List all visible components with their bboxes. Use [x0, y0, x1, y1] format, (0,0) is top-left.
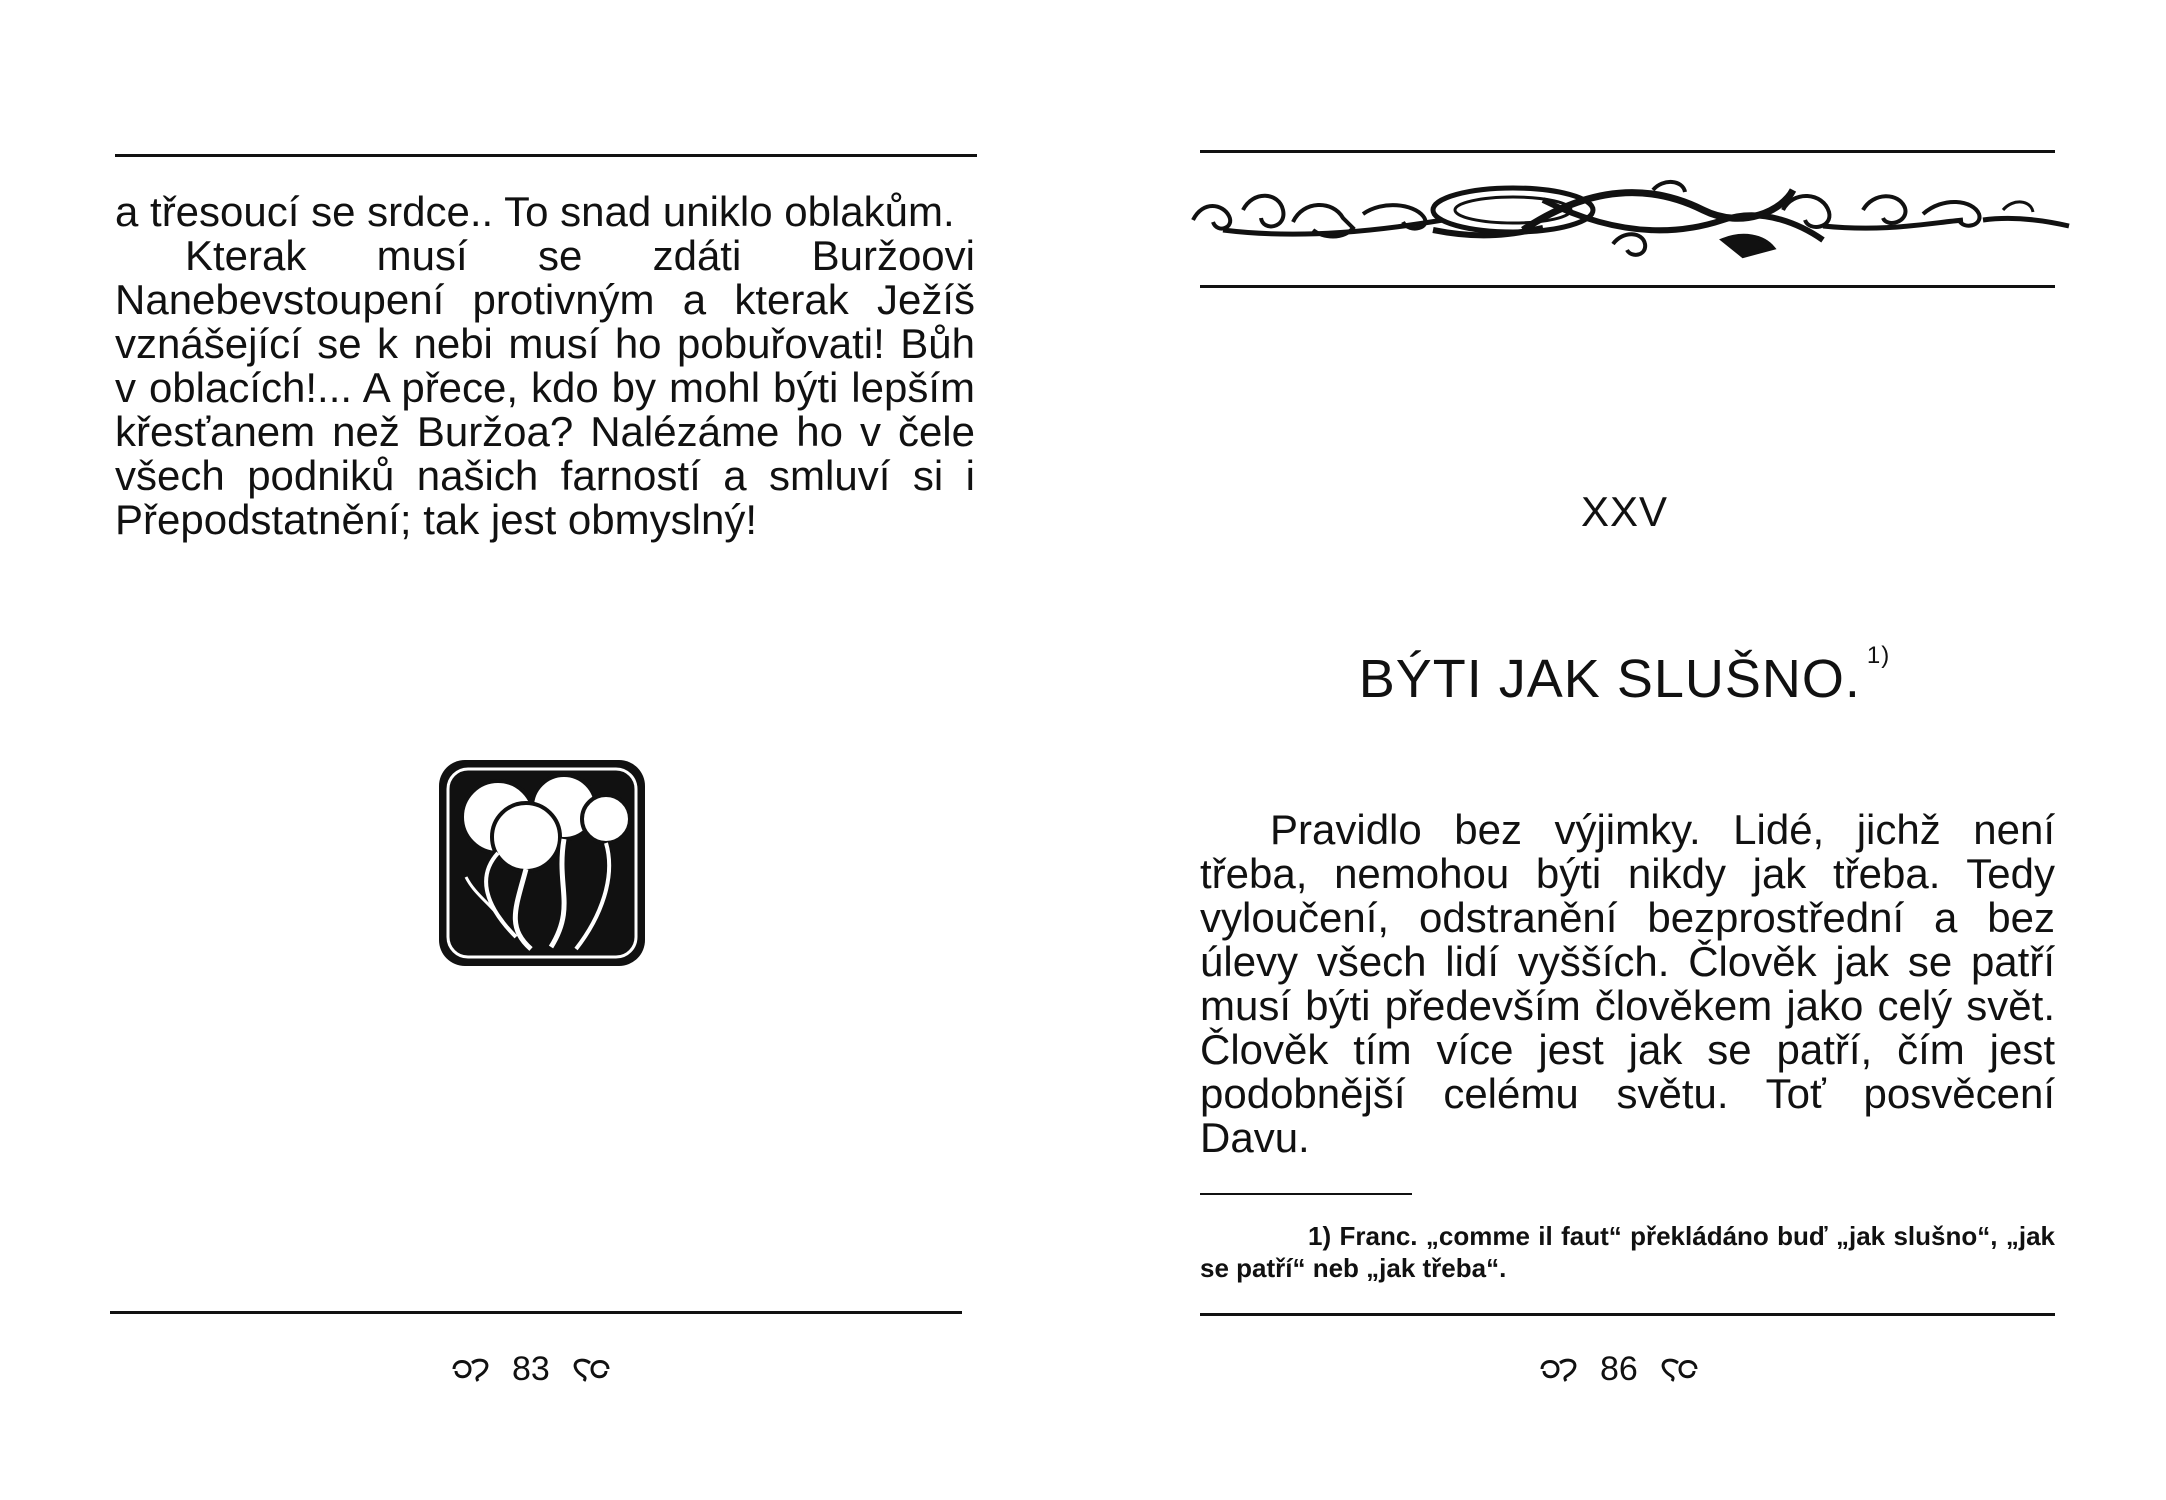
page-number: 83 [512, 1350, 550, 1388]
footnote-text: 1) Franc. „comme il faut“ překládáno buď „jak slušno“, „jak se patří“ neb „jak třeba“. [1200, 1221, 2055, 1283]
chapter-title [1083, 642, 2166, 710]
footnote-reference: 1) [1866, 642, 1891, 669]
footnote [1200, 1220, 2055, 1284]
folio-ornament-right-icon [1656, 1355, 1700, 1385]
headpiece-rule [1200, 285, 2055, 288]
footnote-rule [1200, 1193, 1412, 1195]
page-folio [450, 1350, 612, 1389]
ornamental-headpiece-icon [1183, 170, 2073, 262]
folio-ornament-right-icon [568, 1355, 612, 1385]
chapter-title-text: BÝTI JAK SLUŠNO. [1358, 649, 1861, 709]
chapter-number: XXV [1580, 488, 1669, 535]
page-number: 86 [1600, 1350, 1638, 1388]
floral-vignette-icon [436, 757, 648, 969]
top-rule [1200, 150, 2055, 153]
folio-ornament-left-icon [450, 1355, 494, 1385]
top-rule [115, 154, 977, 157]
bottom-rule [1200, 1313, 2055, 1316]
folio-ornament-left-icon [1538, 1355, 1582, 1385]
bottom-rule [110, 1311, 962, 1314]
right-body-text [1200, 808, 2055, 1160]
chapter-paragraph: Pravidlo bez výjimky. Lidé, jichž není třeba, nemohou býti nikdy jak třeba. Tedy vyloučení, odstranění bezprostřední a bez úlevy všech lidí vyšších. Člověk jak se patří musí býti především člověkem jako celý svět. Člověk tím více jest jak se patří, čím jest podobnější celému světu. Toť posvěcení Davu. [1200, 806, 2055, 1161]
page-folio [1538, 1350, 1700, 1389]
right-page [1083, 0, 2166, 1500]
paragraph-1: a třesoucí se srdce.. To snad uniklo oblakům. [115, 188, 955, 235]
left-body-text [115, 190, 975, 542]
paragraph-2: Kterak musí se zdáti Buržoovi Nanebevstoupení protivným a kterak Ježíš vznášející se k nebi musí ho pobuřovati! Bůh v oblacích!... A přece, kdo by mohl býti lepším křesťanem než Buržoa? Nalézáme ho v čele všech podniků našich farností a smluví si i Přepodstatnění; tak jest obmyslný! [115, 232, 975, 543]
